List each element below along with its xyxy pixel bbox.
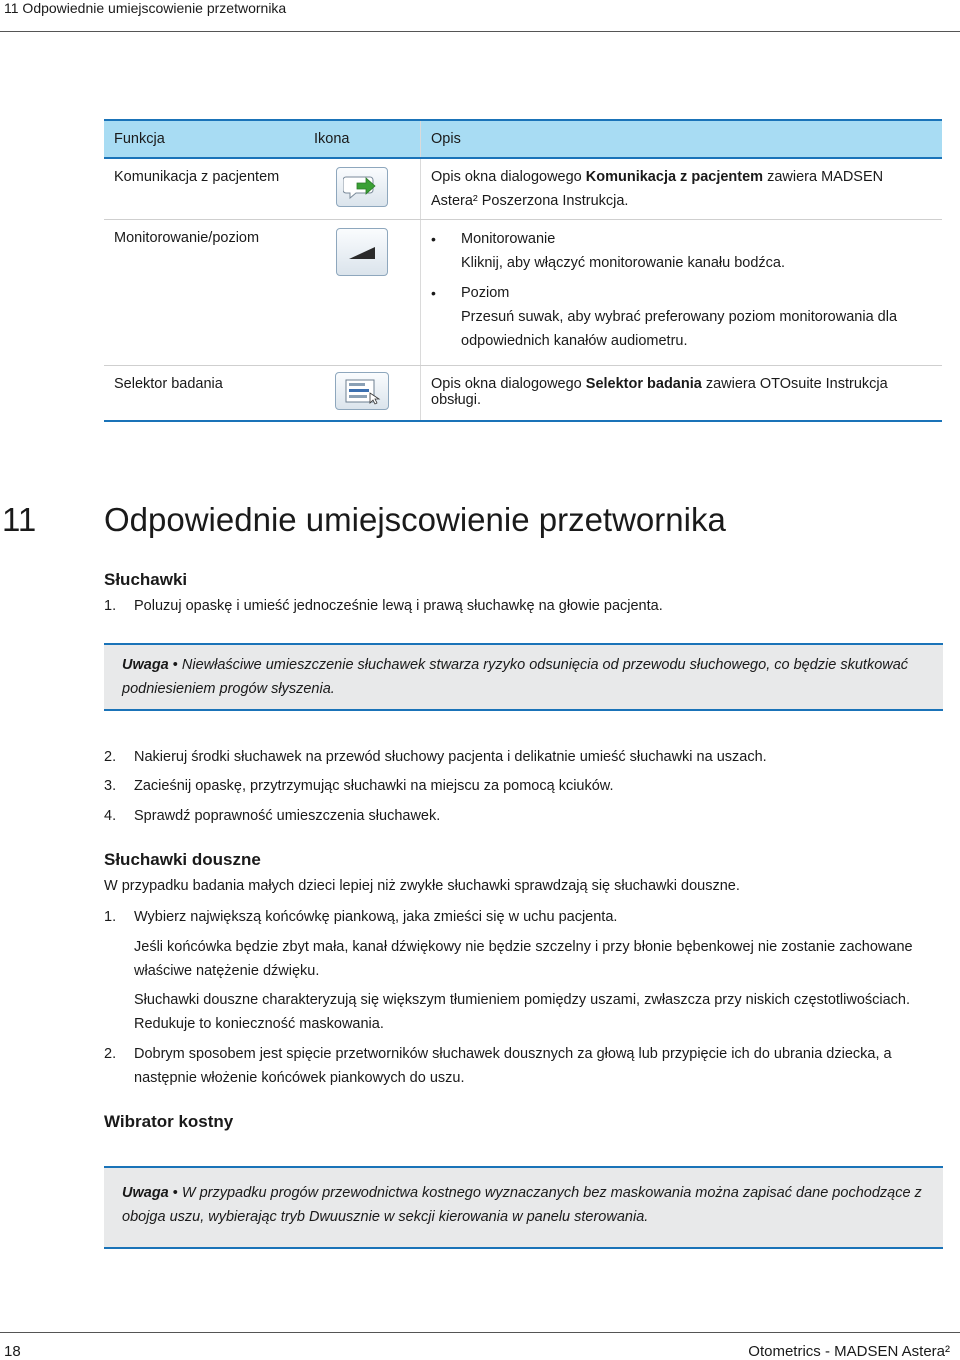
list-item: 3. Zacieśnij opaskę, przytrzymując słuchawki na miejscu za pomocą kciuków. [104, 778, 614, 794]
note-text: W przypadku progów przewodnictwa kostnego wyznaczanych bez maskowania można zapisać dane pochodzące z obojga uszu, wybierając tryb Dwuusznie w sekcji kierowania w panelu sterowania. [122, 1185, 922, 1225]
header-function: Funkcja [104, 120, 304, 158]
footer-brand: Otometrics - MADSEN Astera² [748, 1343, 950, 1360]
list-item: 1. Poluzuj opaskę i umieść jednocześnie lewą i prawą słuchawkę na głowie pacjenta. [104, 598, 663, 614]
section-heading-headphones: Słuchawki [104, 570, 188, 589]
note-box: Uwaga • Niewłaściwe umieszczenie słuchawek stwarza ryzyko odsunięcia od przewodu słuchowego, co będzie skutkować podniesieniem progów słyszenia. [104, 643, 943, 711]
list-item: 2. Nakieruj środki słuchawek na przewód słuchowy pacjenta i delikatnie umieść słuchawki na uszach. [104, 749, 767, 765]
list-item: 1. Wybierz największą końcówkę piankową, jaka zmieści się w uchu pacjenta. [104, 909, 618, 925]
bullet-text: Kliknij, aby włączyć monitorowanie kanału bodźca. [461, 255, 785, 271]
test-selector-icon [335, 372, 389, 410]
row-description [421, 220, 943, 366]
bullet-item: • Poziom Przesuń suwak, aby wybrać preferowany poziom monitorowania dla odpowiednich kanałów audiometru. [431, 281, 932, 353]
bullet-title: Poziom [461, 285, 510, 301]
row-function: Komunikacja z pacjentem [104, 158, 304, 220]
table-row [104, 220, 942, 366]
bullet-item: • Monitorowanie Kliknij, aby włączyć monitorowanie kanału bodźca. [431, 227, 932, 275]
table-row [104, 366, 942, 422]
monitor-level-icon [336, 228, 388, 276]
table-row [104, 158, 942, 220]
list-item: 2. Dobrym sposobem jest spięcie przetworników słuchawek dousznych za głową lub przypięcie ich do ubrania dziecka, a następnie włożenie końcówek piankowych do uszu. [104, 1046, 892, 1086]
footer-divider [0, 1332, 960, 1333]
table-header-row [104, 120, 942, 158]
page-number: 18 [4, 1343, 21, 1360]
paragraph: Jeśli końcówka będzie zbyt mała, kanał dźwiękowy nie będzie szczelny i przy błonie bębenkowej nie zostanie zachowane właściwe natężenie dźwięku. [134, 939, 913, 979]
running-header-text: 11 Odpowiednie umiejscowienie przetwornika [4, 0, 287, 16]
paragraph: Słuchawki douszne charakteryzują się większym tłumieniem pomiędzy uszami, zwłaszcza przy niskich częstotliwościach. Redukuje to konieczność maskowania. [134, 992, 911, 1032]
chapter-number: 11 [2, 501, 37, 538]
running-header [0, 0, 960, 32]
list-item: 4. Sprawdź poprawność umieszczenia słuchawek. [104, 808, 441, 824]
bullet-title: Monitorowanie [461, 231, 556, 247]
header-description: Opis [421, 120, 943, 158]
chapter-title [0, 500, 726, 540]
bullet-text: Przesuń suwak, aby wybrać preferowany poziom monitorowania dla odpowiednich kanałów audiometru. [461, 309, 898, 349]
note-text: Niewłaściwe umieszczenie słuchawek stwarza ryzyko odsunięcia od przewodu słuchowego, co będzie skutkować podniesieniem progów słyszenia. [122, 657, 909, 697]
paragraph: W przypadku badania małych dzieci lepiej niż zwykłe słuchawki sprawdzają się słuchawki douszne. [104, 878, 740, 894]
row-function: Monitorowanie/poziom [104, 220, 304, 366]
function-table [104, 119, 942, 422]
section-heading-bone-vibrator: Wibrator kostny [104, 1112, 234, 1131]
chapter-title-text: Odpowiednie umiejscowienie przetwornika [104, 501, 726, 538]
header-icon: Ikona [304, 120, 421, 158]
row-function: Selektor badania [114, 376, 223, 392]
note-label: Uwaga [122, 657, 169, 673]
patient-communication-icon [336, 167, 388, 207]
row-description: Opis okna dialogowego Komunikacja z pacjentem zawiera MADSEN Astera² Poszerzona Instrukcja. [421, 158, 943, 220]
row-description: Opis okna dialogowego Selektor badania zawiera OTOsuite Instrukcja obsługi. [421, 366, 943, 422]
note-box: Uwaga • W przypadku progów przewodnictwa kostnego wyznaczanych bez maskowania można zapisać dane pochodzące z obojga uszu, wybierając tryb Dwuusznie w sekcji kierowania w panelu sterowania. [104, 1166, 943, 1249]
section-heading-insert-phones: Słuchawki douszne [104, 850, 261, 869]
note-label: Uwaga [122, 1185, 169, 1201]
